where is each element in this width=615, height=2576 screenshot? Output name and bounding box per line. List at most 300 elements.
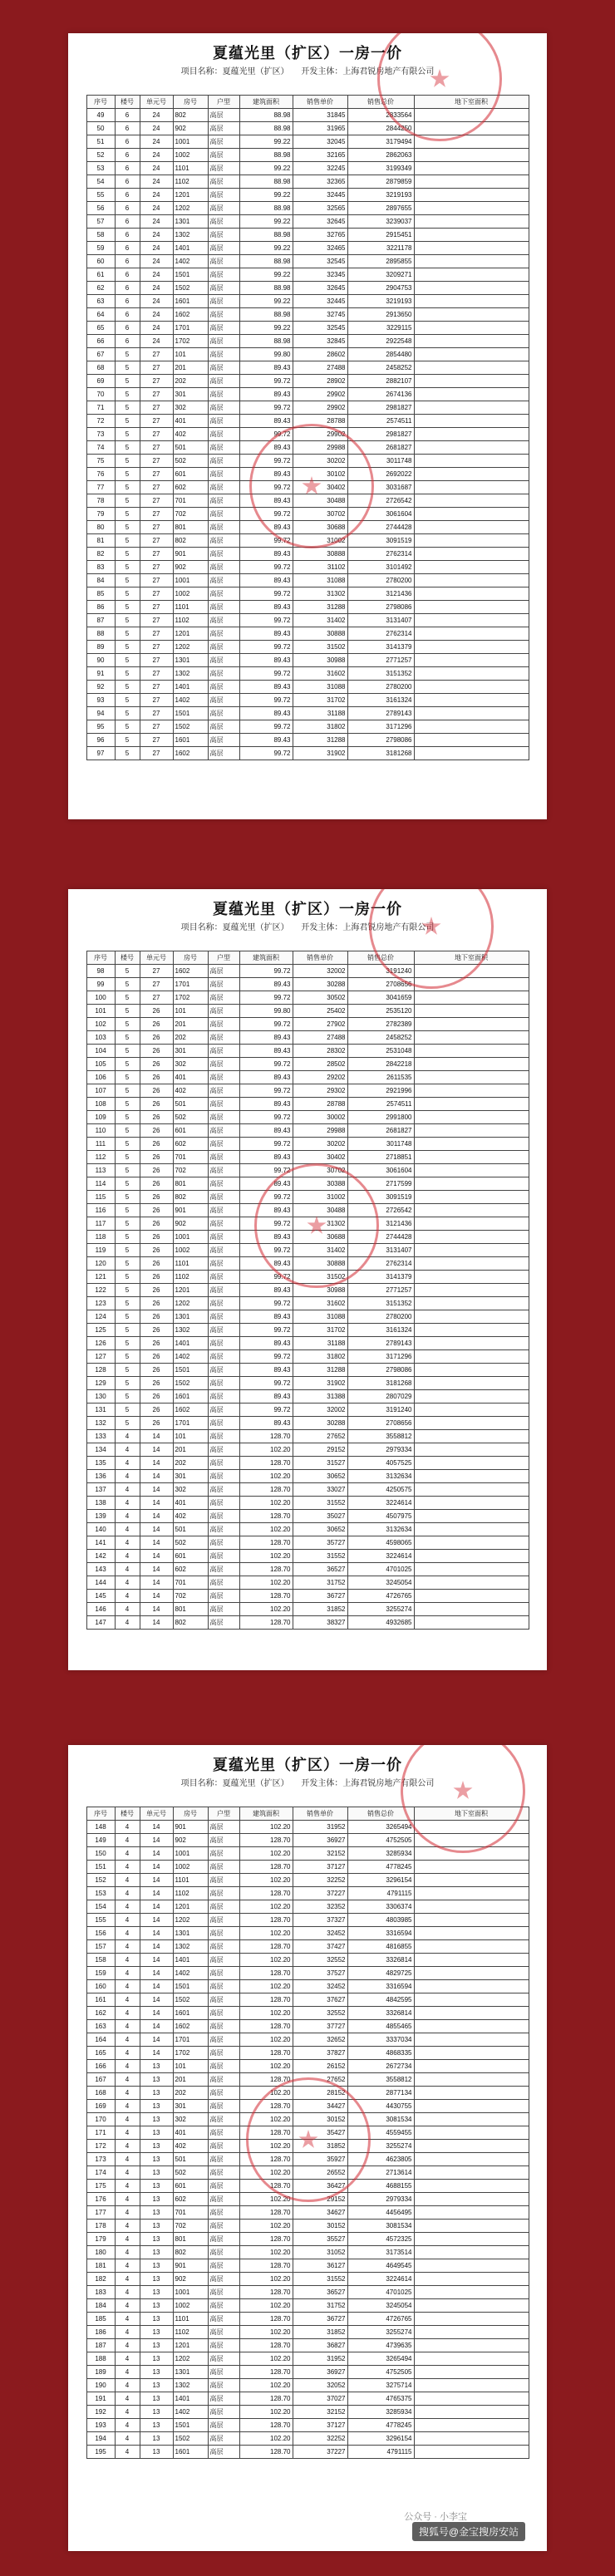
cell-type: 高层 <box>208 1204 239 1217</box>
cell-total-price: 2904753 <box>347 282 414 295</box>
cell-basement-area <box>414 494 529 508</box>
cell-type: 高层 <box>208 1151 239 1164</box>
cell-unit: 14 <box>140 1470 173 1483</box>
cell-area: 99.72 <box>239 1058 293 1071</box>
table-row <box>86 1045 529 1058</box>
cell-unit: 14 <box>140 1861 173 1874</box>
sheet-header <box>68 889 547 947</box>
cell-index: 66 <box>86 335 115 348</box>
price-table <box>86 1807 529 2459</box>
cell-basement-area <box>414 2406 529 2419</box>
cell-type: 高层 <box>208 627 239 641</box>
cell-room: 1202 <box>173 202 208 215</box>
cell-building: 5 <box>115 707 140 720</box>
cell-unit: 24 <box>140 295 173 308</box>
cell-basement-area <box>414 295 529 308</box>
cell-type: 高层 <box>208 1390 239 1404</box>
cell-room: 602 <box>173 1563 208 1576</box>
cell-room: 1401 <box>173 681 208 694</box>
cell-room: 802 <box>173 1616 208 1630</box>
cell-unit: 27 <box>140 534 173 548</box>
cell-unit: 26 <box>140 1204 173 1217</box>
cell-basement-area <box>414 1443 529 1457</box>
cell-unit: 13 <box>140 2406 173 2419</box>
cell-type: 高层 <box>208 707 239 720</box>
cell-unit: 26 <box>140 1191 173 1204</box>
cell-basement-area <box>414 1417 529 1430</box>
cell-room: 601 <box>173 2180 208 2193</box>
table-row <box>86 322 529 335</box>
cell-index: 137 <box>86 1483 115 1497</box>
cell-type: 高层 <box>208 1231 239 1244</box>
cell-area: 99.72 <box>239 1138 293 1151</box>
cell-basement-area <box>414 335 529 348</box>
cell-type: 高层 <box>208 1138 239 1151</box>
cell-room: 1402 <box>173 2406 208 2419</box>
cell-type: 高层 <box>208 1536 239 1550</box>
cell-total-price: 3245054 <box>347 1576 414 1590</box>
cell-unit: 14 <box>140 1847 173 1861</box>
cell-room: 1102 <box>173 2326 208 2339</box>
cell-room: 1401 <box>173 2392 208 2406</box>
cell-room: 1302 <box>173 229 208 242</box>
cell-room: 1002 <box>173 2299 208 2313</box>
cell-area: 128.70 <box>239 2419 293 2432</box>
cell-total-price: 3296154 <box>347 2432 414 2446</box>
cell-basement-area <box>414 1151 529 1164</box>
cell-area: 102.20 <box>239 2220 293 2233</box>
cell-room: 1401 <box>173 242 208 255</box>
cell-basement-area <box>414 361 529 375</box>
cell-unit: 24 <box>140 122 173 135</box>
cell-room: 1602 <box>173 1404 208 1417</box>
cell-basement-area <box>414 1821 529 1834</box>
cell-basement-area <box>414 1940 529 1954</box>
cell-building: 5 <box>115 521 140 534</box>
cell-unit-price: 30888 <box>293 548 347 561</box>
cell-unit-price: 34427 <box>293 2100 347 2113</box>
cell-area: 102.20 <box>239 2140 293 2153</box>
cell-index: 133 <box>86 1430 115 1443</box>
cell-unit-price: 32045 <box>293 135 347 149</box>
cell-room: 1202 <box>173 641 208 654</box>
cell-building: 4 <box>115 2047 140 2060</box>
cell-area: 99.72 <box>239 1217 293 1231</box>
cell-room: 1101 <box>173 1874 208 1887</box>
cell-building: 5 <box>115 441 140 455</box>
cell-room: 1602 <box>173 308 208 322</box>
table-row <box>86 175 529 189</box>
cell-area: 102.20 <box>239 1443 293 1457</box>
cell-room: 901 <box>173 2259 208 2273</box>
cell-total-price: 3151352 <box>347 1297 414 1310</box>
cell-area: 89.43 <box>239 1031 293 1045</box>
cell-area: 89.43 <box>239 1337 293 1350</box>
cell-total-price: 4791115 <box>347 1887 414 1900</box>
cell-index: 98 <box>86 965 115 978</box>
column-header-building: 楼号 <box>115 96 140 109</box>
cell-room: 1402 <box>173 1967 208 1980</box>
cell-building: 4 <box>115 1563 140 1576</box>
cell-unit: 27 <box>140 965 173 978</box>
table-row <box>86 1510 529 1523</box>
cell-total-price: 2611535 <box>347 1071 414 1084</box>
cell-area: 128.70 <box>239 2047 293 2060</box>
cell-area: 128.70 <box>239 2206 293 2220</box>
table-row <box>86 2047 529 2060</box>
cell-building: 4 <box>115 2166 140 2180</box>
table-row <box>86 2126 529 2140</box>
cell-total-price: 2882107 <box>347 375 414 388</box>
cell-total-price: 2674136 <box>347 388 414 401</box>
cell-area: 99.72 <box>239 1244 293 1257</box>
cell-basement-area <box>414 229 529 242</box>
cell-basement-area <box>414 1098 529 1111</box>
cell-index: 138 <box>86 1497 115 1510</box>
table-row <box>86 2273 529 2286</box>
cell-unit: 24 <box>140 242 173 255</box>
cell-basement-area <box>414 1058 529 1071</box>
cell-index: 122 <box>86 1284 115 1297</box>
cell-unit: 24 <box>140 229 173 242</box>
table-row <box>86 2100 529 2113</box>
cell-unit: 27 <box>140 694 173 707</box>
cell-area: 128.70 <box>239 2366 293 2379</box>
cell-type: 高层 <box>208 1058 239 1071</box>
document-subtitle <box>68 922 547 934</box>
cell-room: 501 <box>173 1098 208 1111</box>
cell-total-price: 3131407 <box>347 1244 414 1257</box>
cell-building: 4 <box>115 1821 140 1834</box>
cell-unit: 24 <box>140 335 173 348</box>
cell-area: 128.70 <box>239 2126 293 2140</box>
cell-index: 134 <box>86 1443 115 1457</box>
cell-unit-price: 37127 <box>293 1861 347 1874</box>
cell-unit: 13 <box>140 2392 173 2406</box>
column-header-index: 序号 <box>86 96 115 109</box>
cell-index: 109 <box>86 1111 115 1124</box>
cell-basement-area <box>414 574 529 587</box>
cell-index: 80 <box>86 521 115 534</box>
cell-index: 91 <box>86 667 115 681</box>
cell-type: 高层 <box>208 1821 239 1834</box>
cell-unit: 26 <box>140 1217 173 1231</box>
table-row <box>86 468 529 481</box>
cell-total-price: 2844250 <box>347 122 414 135</box>
cell-room: 301 <box>173 2100 208 2113</box>
cell-unit-price: 31002 <box>293 534 347 548</box>
cell-type: 高层 <box>208 1031 239 1045</box>
table-row <box>86 202 529 215</box>
cell-total-price: 4456495 <box>347 2206 414 2220</box>
cell-room: 1501 <box>173 2419 208 2432</box>
cell-room: 702 <box>173 508 208 521</box>
cell-unit: 27 <box>140 627 173 641</box>
cell-index: 146 <box>86 1603 115 1616</box>
cell-type: 高层 <box>208 720 239 734</box>
table-row <box>86 1151 529 1164</box>
column-header-room: 房号 <box>173 1807 208 1821</box>
cell-total-price: 4765375 <box>347 2392 414 2406</box>
cell-type: 高层 <box>208 2339 239 2352</box>
cell-unit-price: 36527 <box>293 1563 347 1576</box>
cell-unit: 13 <box>140 2220 173 2233</box>
cell-area: 88.98 <box>239 255 293 268</box>
cell-unit: 26 <box>140 1177 173 1191</box>
cell-building: 4 <box>115 1967 140 1980</box>
cell-unit: 26 <box>140 1324 173 1337</box>
cell-total-price: 3255274 <box>347 2326 414 2339</box>
table-row <box>86 2073 529 2087</box>
cell-type: 高层 <box>208 468 239 481</box>
cell-room: 1402 <box>173 255 208 268</box>
cell-total-price: 4739635 <box>347 2339 414 2352</box>
cell-index: 111 <box>86 1138 115 1151</box>
table-row <box>86 1967 529 1980</box>
cell-building: 4 <box>115 1457 140 1470</box>
cell-room: 1301 <box>173 654 208 667</box>
table-row <box>86 1058 529 1071</box>
cell-total-price: 3316594 <box>347 1927 414 1940</box>
table-row <box>86 2326 529 2339</box>
cell-total-price: 2771257 <box>347 1284 414 1297</box>
table-row <box>86 215 529 229</box>
cell-room: 901 <box>173 548 208 561</box>
cell-total-price: 4816855 <box>347 1940 414 1954</box>
cell-room: 1001 <box>173 1231 208 1244</box>
table-row <box>86 229 529 242</box>
cell-unit-price: 32252 <box>293 1874 347 1887</box>
cell-total-price: 4778245 <box>347 1861 414 1874</box>
table-row <box>86 481 529 494</box>
table-row <box>86 1900 529 1914</box>
cell-building: 4 <box>115 2087 140 2100</box>
cell-total-price: 3031687 <box>347 481 414 494</box>
table-row <box>86 2379 529 2392</box>
cell-basement-area <box>414 1284 529 1297</box>
cell-basement-area <box>414 2432 529 2446</box>
cell-total-price: 4701025 <box>347 2286 414 2299</box>
cell-index: 102 <box>86 1018 115 1031</box>
cell-building: 4 <box>115 2060 140 2073</box>
cell-building: 4 <box>115 1523 140 1536</box>
cell-area: 89.43 <box>239 521 293 534</box>
cell-total-price: 2979334 <box>347 2193 414 2206</box>
cell-area: 89.43 <box>239 1310 293 1324</box>
column-header-unit-price: 销售单价 <box>293 951 347 965</box>
cell-type: 高层 <box>208 2193 239 2206</box>
cell-type: 高层 <box>208 2220 239 2233</box>
table-row <box>86 965 529 978</box>
cell-unit: 24 <box>140 149 173 162</box>
cell-unit-price: 32745 <box>293 308 347 322</box>
cell-unit-price: 36727 <box>293 2313 347 2326</box>
cell-area: 88.98 <box>239 202 293 215</box>
cell-type: 高层 <box>208 335 239 348</box>
table-row <box>86 1217 529 1231</box>
cell-total-price: 2535120 <box>347 1005 414 1018</box>
table-row <box>86 135 529 149</box>
cell-area: 102.20 <box>239 2352 293 2366</box>
cell-room: 1001 <box>173 1847 208 1861</box>
cell-room: 1202 <box>173 2352 208 2366</box>
cell-building: 5 <box>115 574 140 587</box>
cell-unit: 14 <box>140 1900 173 1914</box>
cell-unit-price: 28152 <box>293 2087 347 2100</box>
cell-room: 1201 <box>173 627 208 641</box>
table-row <box>86 2432 529 2446</box>
cell-unit-price: 27488 <box>293 1031 347 1045</box>
cell-room: 901 <box>173 1204 208 1217</box>
cell-room: 702 <box>173 2220 208 2233</box>
cell-room: 201 <box>173 361 208 375</box>
cell-type: 高层 <box>208 2299 239 2313</box>
cell-unit: 27 <box>140 508 173 521</box>
cell-total-price: 4649545 <box>347 2259 414 2273</box>
cell-total-price: 4752505 <box>347 2366 414 2379</box>
cell-unit-price: 30202 <box>293 1138 347 1151</box>
table-row <box>86 122 529 135</box>
cell-unit-price: 34627 <box>293 2206 347 2220</box>
cell-basement-area <box>414 2273 529 2286</box>
cell-total-price: 3285934 <box>347 1847 414 1861</box>
column-header-unit-price: 销售单价 <box>293 96 347 109</box>
cell-index: 96 <box>86 734 115 747</box>
cell-unit-price: 31902 <box>293 1377 347 1390</box>
cell-unit: 27 <box>140 734 173 747</box>
cell-index: 136 <box>86 1470 115 1483</box>
table-row <box>86 415 529 428</box>
cell-unit: 14 <box>140 1497 173 1510</box>
cell-total-price: 2782389 <box>347 1018 414 1031</box>
cell-total-price: 3306374 <box>347 1900 414 1914</box>
cell-total-price: 3181268 <box>347 1377 414 1390</box>
cell-total-price: 3061604 <box>347 508 414 521</box>
cell-room: 1002 <box>173 587 208 601</box>
cell-building: 5 <box>115 1098 140 1111</box>
cell-index: 110 <box>86 1124 115 1138</box>
cell-room: 1102 <box>173 175 208 189</box>
cell-room: 1501 <box>173 1980 208 1993</box>
cell-unit: 14 <box>140 1590 173 1603</box>
cell-basement-area <box>414 1603 529 1616</box>
cell-basement-area <box>414 1257 529 1271</box>
cell-area: 99.72 <box>239 641 293 654</box>
cell-unit: 27 <box>140 574 173 587</box>
cell-unit: 14 <box>140 1874 173 1887</box>
cell-total-price: 3239037 <box>347 215 414 229</box>
developer-name: 开发主体：上海君锐房地产有限公司 <box>301 67 435 76</box>
cell-area: 128.70 <box>239 1914 293 1927</box>
cell-basement-area <box>414 162 529 175</box>
cell-unit: 14 <box>140 1993 173 2007</box>
cell-unit-price: 31752 <box>293 2299 347 2313</box>
cell-total-price: 2672734 <box>347 2060 414 2073</box>
cell-room: 1202 <box>173 1914 208 1927</box>
cell-total-price: 3121436 <box>347 1217 414 1231</box>
table-row <box>86 2246 529 2259</box>
cell-unit: 14 <box>140 1550 173 1563</box>
cell-type: 高层 <box>208 2140 239 2153</box>
cell-type: 高层 <box>208 1217 239 1231</box>
table-row <box>86 1874 529 1887</box>
cell-room: 101 <box>173 1430 208 1443</box>
cell-unit: 27 <box>140 401 173 415</box>
cell-index: 58 <box>86 229 115 242</box>
cell-unit: 14 <box>140 1616 173 1630</box>
cell-room: 702 <box>173 1164 208 1177</box>
cell-room: 1101 <box>173 162 208 175</box>
cell-basement-area <box>414 601 529 614</box>
cell-area: 89.43 <box>239 1231 293 1244</box>
table-row <box>86 654 529 667</box>
cell-unit: 27 <box>140 468 173 481</box>
cell-type: 高层 <box>208 1914 239 1927</box>
cell-basement-area <box>414 1847 529 1861</box>
cell-unit-price: 26552 <box>293 2166 347 2180</box>
table-row <box>86 2206 529 2220</box>
cell-unit-price: 32245 <box>293 162 347 175</box>
cell-building: 4 <box>115 2419 140 2432</box>
cell-type: 高层 <box>208 1098 239 1111</box>
cell-building: 5 <box>115 1337 140 1350</box>
table-row <box>86 1377 529 1390</box>
table-row <box>86 1603 529 1616</box>
cell-total-price: 4726765 <box>347 2313 414 2326</box>
cell-total-price: 4752505 <box>347 1834 414 1847</box>
cell-basement-area <box>414 1954 529 1967</box>
cell-unit: 14 <box>140 1914 173 1927</box>
cell-total-price: 4250575 <box>347 1483 414 1497</box>
cell-basement-area <box>414 2446 529 2459</box>
cell-room: 201 <box>173 1018 208 1031</box>
cell-index: 150 <box>86 1847 115 1861</box>
cell-room: 1101 <box>173 601 208 614</box>
cell-basement-area <box>414 654 529 667</box>
table-row <box>86 1204 529 1217</box>
cell-index: 108 <box>86 1098 115 1111</box>
cell-room: 1702 <box>173 991 208 1005</box>
cell-index: 128 <box>86 1364 115 1377</box>
cell-index: 101 <box>86 1005 115 1018</box>
cell-basement-area <box>414 2379 529 2392</box>
cell-area: 99.72 <box>239 614 293 627</box>
cell-unit-price: 30002 <box>293 1111 347 1124</box>
table-row <box>86 1138 529 1151</box>
cell-building: 5 <box>115 508 140 521</box>
cell-unit-price: 32452 <box>293 1927 347 1940</box>
cell-unit: 24 <box>140 282 173 295</box>
cell-index: 127 <box>86 1350 115 1364</box>
cell-basement-area <box>414 2233 529 2246</box>
sheet-header <box>68 33 547 91</box>
cell-building: 4 <box>115 1847 140 1861</box>
table-row <box>86 1111 529 1124</box>
cell-building: 5 <box>115 1244 140 1257</box>
cell-unit-price: 37327 <box>293 1914 347 1927</box>
cell-total-price: 2726542 <box>347 1204 414 1217</box>
cell-building: 4 <box>115 2100 140 2113</box>
cell-type: 高层 <box>208 1324 239 1337</box>
cell-area: 128.70 <box>239 1993 293 2007</box>
cell-basement-area <box>414 1834 529 1847</box>
table-row <box>86 574 529 587</box>
cell-unit-price: 31752 <box>293 1576 347 1590</box>
cell-type: 高层 <box>208 1834 239 1847</box>
cell-basement-area <box>414 978 529 991</box>
cell-total-price: 4057525 <box>347 1457 414 1470</box>
cell-index: 189 <box>86 2366 115 2379</box>
